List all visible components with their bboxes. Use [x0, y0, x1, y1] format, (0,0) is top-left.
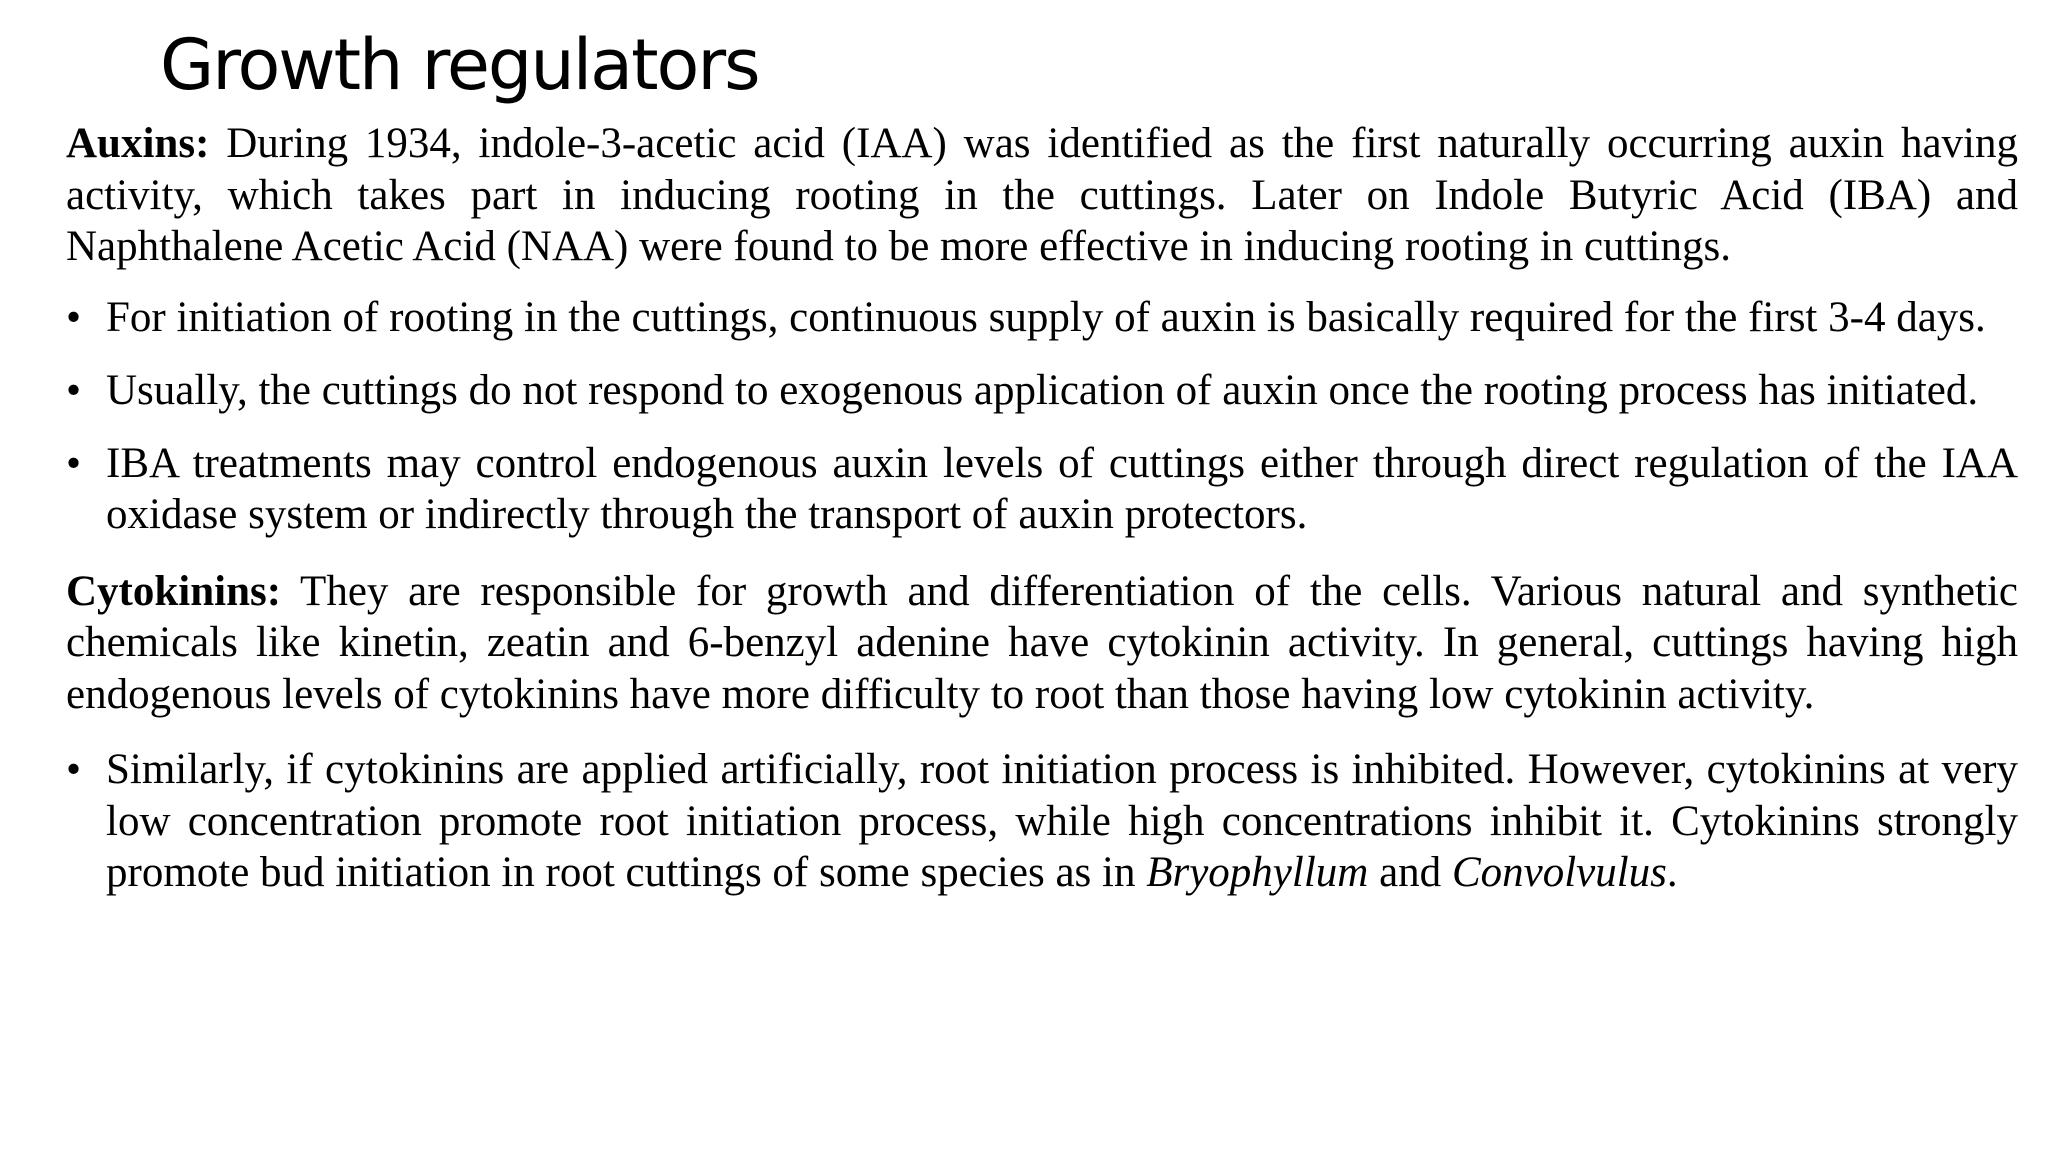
cytokinins-text: They are responsible for growth and differentiation of the cells. Various natural and synthetic chemicals like kinetin, zeatin and 6-benzyl adenine have cytokinin activity. In general, cuttings having high endogenous levels of cytokinins have more difficulty to root than those having low cytokinin activity.: [66, 567, 2018, 718]
bullet-icon: •: [66, 293, 82, 341]
cytokinins-bullet-1-text: Similarly, if cytokinins are applied artificially, root initiation process is inhibited. However, cytokinins at very low concentration promote root initiation process, while high concentrations inhibit it. Cytokinins strongly promote bud initiation in root cuttings of some species as in: [106, 746, 2018, 896]
slide-body: [66, 118, 2018, 899]
cytokinins-paragraph: [66, 566, 2018, 721]
auxins-bullet-1-text: For initiation of rooting in the cuttings, continuous supply of auxin is basically required for the first 3-4 days.: [106, 293, 1986, 341]
species-convolvulus: Convolvulus: [1451, 849, 1667, 896]
auxins-bullet-3: [66, 438, 2018, 541]
auxins-bullet-2: [66, 365, 2018, 417]
auxins-paragraph: [66, 118, 2018, 273]
slide-title: Growth regulators: [160, 24, 759, 106]
bullet-icon: •: [66, 746, 82, 793]
cytokinins-bullet-1: [66, 744, 2018, 899]
sentence-end: .: [1666, 849, 1678, 896]
species-connector: and: [1368, 849, 1452, 896]
bullet-icon: •: [66, 367, 82, 414]
species-bryophyllum: Bryophyllum: [1146, 849, 1369, 896]
auxins-bullet-1: [66, 292, 2018, 344]
cytokinins-bullet-list: [66, 744, 2018, 899]
auxins-bullet-2-text: Usually, the cuttings do not respond to exogenous application of auxin once the rooting process has initiated.: [106, 367, 1979, 414]
auxins-term: Auxins:: [66, 120, 210, 167]
bullet-icon: •: [66, 439, 82, 487]
auxins-bullet-list: [66, 292, 2018, 541]
cytokinins-term: Cytokinins:: [66, 567, 282, 615]
auxins-text: During 1934, indole-3-acetic acid (IAA) was identified as the first naturally occurring auxin having activity, which takes part in inducing rooting in the cuttings. Later on Indole Butyric Acid (IBA) and Naphthalene Acetic Acid (NAA) were found to be more effective in inducing rooting in cuttings.: [66, 120, 2018, 270]
auxins-bullet-3-text: IBA treatments may control endogenous auxin levels of cuttings either through direct regulation of the IAA oxidase system or indirectly through the transport of auxin protectors.: [106, 439, 2018, 538]
